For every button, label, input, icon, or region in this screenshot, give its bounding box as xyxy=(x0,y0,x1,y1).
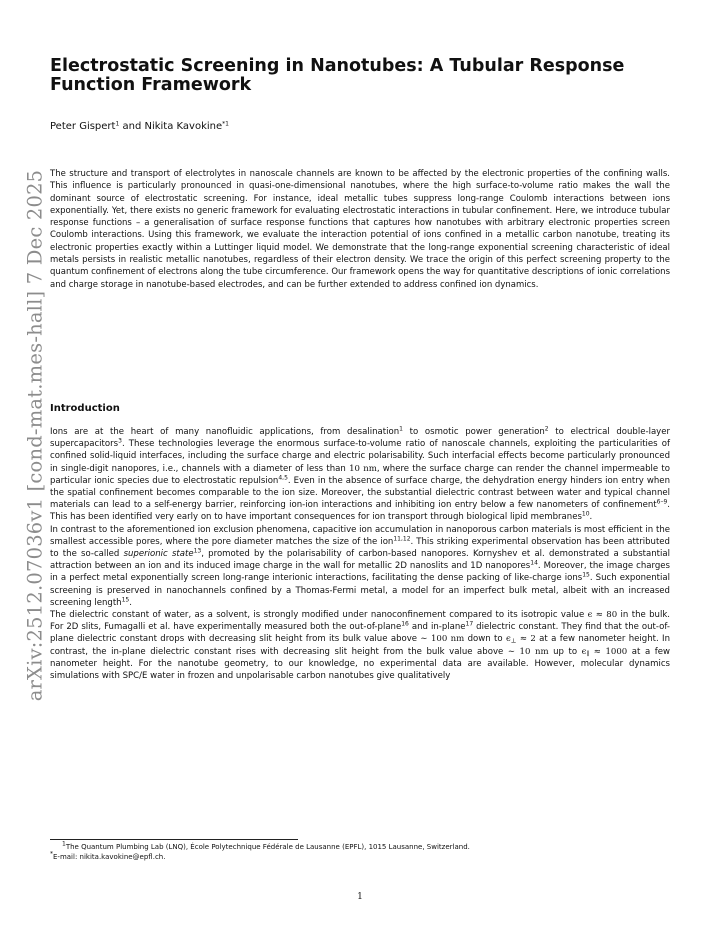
paragraph xyxy=(50,524,670,609)
text-span: , promoted by the polarisability of carbon-based nanopores. Kornyshev et al. demonstrated a substantial attraction between an ion and its induced image charge in the wall for metallic 2D nanoslits and 1D nanopores xyxy=(50,549,671,572)
introduction-body xyxy=(50,426,670,682)
text-span: . Moreover, the image charges in a perfect metal exponentially screen long-range interionic interactions, facilitating the dense packing of like-charge ions xyxy=(50,561,670,584)
affiliation-mark: 1 xyxy=(115,120,120,128)
emphasis-text: superionic state xyxy=(123,549,194,560)
citation-ref: 13 xyxy=(193,547,202,555)
citation-ref: 3 xyxy=(118,437,122,445)
text-span: to osmotic power generation xyxy=(402,427,545,437)
text-span: In contrast to the aforementioned ion exclusion phenomena, capacitive ion accumulation in nanoporous carbon materials is most efficient in the smallest accessible pores, where the pore diameter matches the size of the ion xyxy=(50,524,670,547)
text-span: The dielectric constant of water, as a solvent, is strongly modified under nanoconfinement compared to its isotropic value xyxy=(50,610,588,621)
citation-ref: 1 xyxy=(399,425,403,433)
citation-ref: 14 xyxy=(530,559,538,567)
text-span: . This striking experimental observation has been attributed to the so-called xyxy=(50,536,670,560)
text-span: . xyxy=(589,512,593,523)
citation-ref: 4,5 xyxy=(278,474,288,482)
author-list xyxy=(50,120,229,133)
arxiv-identifier: arXiv:2512.07036v1 [cond-mat.mes-hall] 7 Dec 2025 xyxy=(23,169,47,701)
arxiv-sidebar-stamp xyxy=(20,169,50,701)
text-span: . This has been identified very early on to have important consequences for ion transport through biological lipid membranes xyxy=(50,500,670,523)
citation-ref: 2 xyxy=(544,425,549,433)
abstract xyxy=(50,168,670,291)
text-span: dielectric constant. They find that the out-of-plane dielectric constant drops with decreasing slit height from its bulk value above xyxy=(50,622,670,645)
paragraph xyxy=(50,609,670,682)
math-subscript: ∥ xyxy=(586,650,590,658)
math-symbol: ϵ xyxy=(581,646,587,657)
text-span: Ions are at the heart of many nanofluidic applications, from desalination xyxy=(50,427,400,437)
author-connector: and xyxy=(119,121,145,132)
citation-ref: 15 xyxy=(582,571,590,579)
citation-ref: 6–9 xyxy=(656,498,668,506)
footnote-email xyxy=(50,850,470,863)
text-span: up to xyxy=(548,646,582,657)
math-inline xyxy=(582,647,628,657)
math-inline: ∼ 100 nm xyxy=(420,634,465,645)
text-span: . Even in the absence of surface charge, the dehydration energy hinders ion entry when the spatial confinement becomes comparable to the ion size. Moreover, the substantial dielectric contrast between water and typical channel materials can lead to a self-energy barrier, reinforcing ion-ion interactions and inhibiting ion entry below a few nanometers of confinement xyxy=(50,475,670,511)
author-name: Peter Gispert xyxy=(50,121,116,132)
text-span: at a few nanometer height. For the nanotube geometry, to our knowledge, no experimental data are available. However, molecular dynamics simulations with SPC/E water in frozen and unpolarisable carbon nanotubes give qualitatively xyxy=(50,646,670,682)
text-span: . These technologies leverage the enormous surface-to-volume ratio of nanoscale channels, exploiting the particularities of confined solid-liquid interfaces, including the surface charge and electric polarisability. Such interfacial effects become particularly pronounced in single-digit nanopores, i.e., channels with a diameter of less than xyxy=(50,439,670,474)
footnote-text: The Quantum Plumbing Lab (LNQ), École Polytechnique Fédérale de Lausanne (EPFL), 1015 Lausanne, Switzerland. xyxy=(65,843,470,851)
text-span: , where the surface charge can render the channel impermeable to particular ionic species due to electrostatic repulsion xyxy=(50,463,670,486)
text-span: and in-plane xyxy=(408,622,466,633)
math-inline: ϵ ≈ 80 xyxy=(587,610,618,621)
math-inline: 10 nm xyxy=(349,463,377,474)
footnotes xyxy=(50,840,470,862)
math-inline: ∼ 10 nm xyxy=(507,646,549,657)
math-symbol: ≈ 1000 xyxy=(589,646,628,657)
footnote-affiliation xyxy=(50,840,470,853)
page-number: 1 xyxy=(357,892,363,902)
math-inline xyxy=(506,634,536,644)
text-span: . xyxy=(129,597,132,608)
text-span: . Such exponential screening is preserved in nanochannels confined by a Thomas-Fermi metal, a model for an imperfect bulk metal, albeit with an increased screening length xyxy=(50,573,671,608)
affiliation-mark: *1 xyxy=(222,120,229,128)
citation-ref: 15 xyxy=(121,596,130,604)
citation-ref: 17 xyxy=(465,620,474,628)
text-span: down to xyxy=(464,634,506,645)
footnote-text: E-mail: nikita.kavokine@epfl.ch. xyxy=(53,852,166,861)
footnote-mark: * xyxy=(50,850,53,857)
section-heading-introduction: Introduction xyxy=(50,403,120,414)
paper-title: Electrostatic Screening in Nanotubes: A Tubular Response Function Framework xyxy=(50,56,625,95)
citation-ref: 16 xyxy=(401,620,409,628)
math-symbol: ≈ 2 xyxy=(516,634,536,645)
paragraph xyxy=(50,426,670,524)
citation-ref: 11,12 xyxy=(393,535,411,543)
abstract-text: The structure and transport of electrolytes in nanoscale channels are known to be affected by the electronic properties of the confining walls. This influence is particularly pronounced in quasi-one-dimensional nanotubes, where the high surface-to-volume ratio makes the wall the dominant source of electrostatic screening. For instance, ideal metallic tubes suppress long-range Coulomb interactions between ions exponentially. Yet, there exists no generic framework for evaluating electrostatic interactions in tubular confinement. Here, we introduce tubular response functions – a generalisation of surface response functions that captures how nanotubes with arbitrary electronic properties screen Coulomb interactions. Using this framework, we evaluate the interaction potential of ions confined in a metallic carbon nanotube, treating its electronic properties exactly within a Luttinger liquid model. We demonstrate that the long-range exponential screening characteristic of ideal metals persists in realistic metallic nanotubes, regardless of their electron density. We trace the origin of this perfect screening property to the quantum confinement of electrons along the tube circumference. Our framework opens the way for quantitative descriptions of ionic correlations and charge storage in nanotube-based electrodes, and can be further extended to address confined ion dynamics. xyxy=(50,169,670,290)
text-span: at a few nanometer height. In contrast, the in-plane dielectric constant rises with decreasing slit height from the bulk value above xyxy=(50,634,670,657)
footnote-divider xyxy=(50,839,298,840)
citation-ref: 10 xyxy=(581,510,590,518)
author-name: Nikita Kavokine xyxy=(144,121,223,132)
math-subscript: ⊥ xyxy=(510,637,517,645)
math-symbol: ϵ xyxy=(506,634,511,645)
text-span: to electrical double-layer supercapacitors xyxy=(50,427,671,450)
text-span: in the bulk. For 2D slits, Fumagalli et al. have experimentally measured both the out-of-plane xyxy=(50,610,670,633)
footnote-mark: 1 xyxy=(62,840,66,848)
